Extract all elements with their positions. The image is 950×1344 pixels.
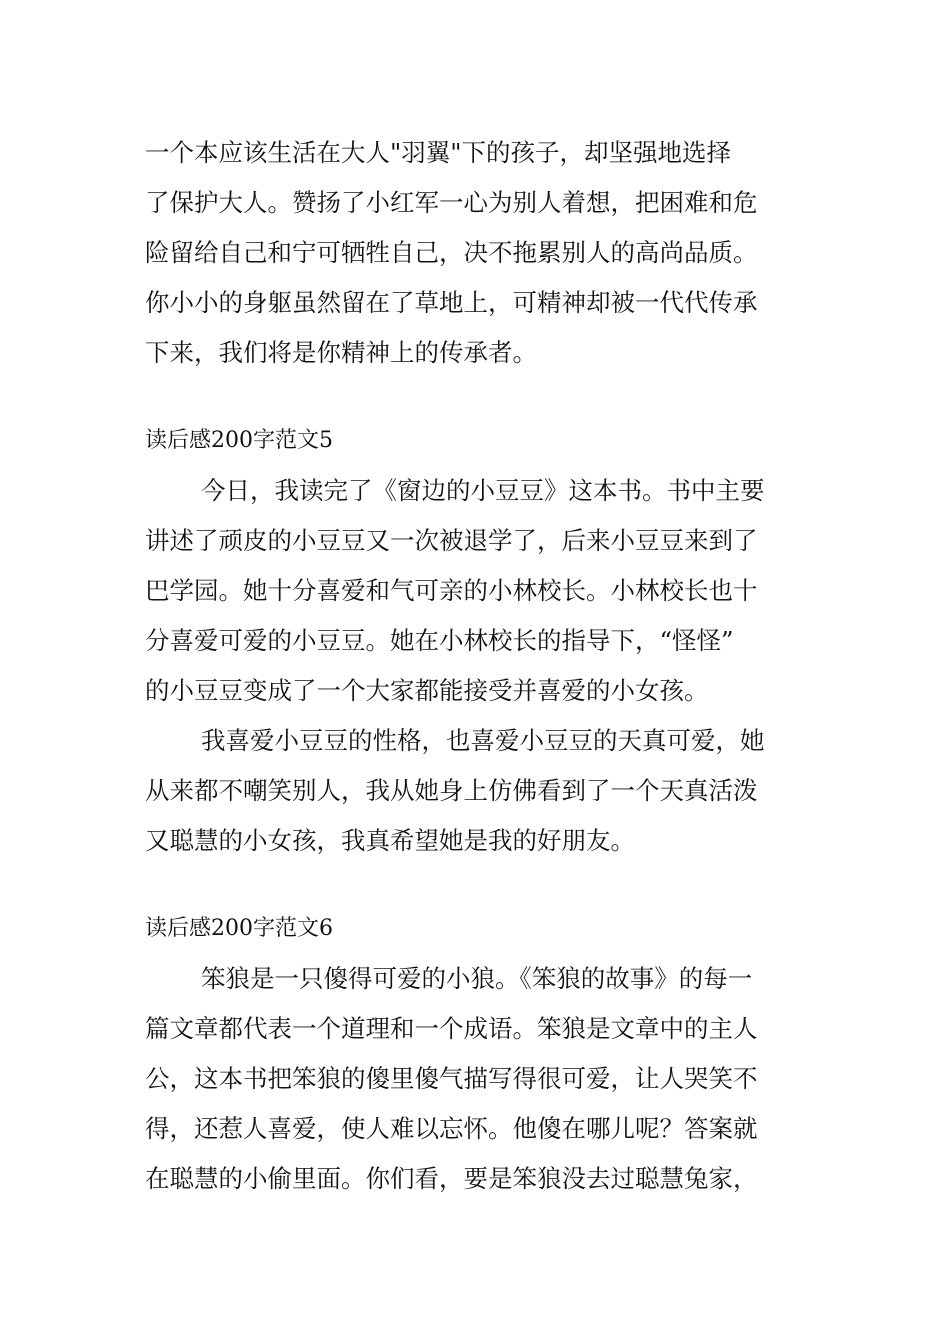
text-line: 一个本应该生活在大人"羽翼"下的孩子，却坚强地选择 [145, 138, 732, 167]
section-heading-6: 读后感200字范文6 [145, 916, 333, 941]
section6-paragraph-1 [145, 954, 805, 1204]
section-gap [145, 378, 805, 416]
text-line: 巴学园。她十分喜爱和气可亲的小林校长。小林校长也十 [145, 576, 758, 605]
section-gap [145, 866, 805, 904]
text-line: 险留给自己和宁可牺牲自己，决不拖累别人的高尚品质。 [145, 238, 758, 267]
text-line: 从来都不嘲笑别人，我从她身上仿佛看到了一个天真活泼 [145, 776, 758, 805]
text-line: 下来，我们将是你精神上的传承者。 [145, 338, 537, 367]
text-line: 讲述了顽皮的小豆豆又一次被退学了，后来小豆豆来到了 [145, 526, 758, 555]
text-line: 了保护大人。赞扬了小红军一心为别人着想，把困难和危 [145, 188, 758, 217]
text-line: 我喜爱小豆豆的性格，也喜爱小豆豆的天真可爱，她 [201, 726, 765, 755]
text-line: 笨狼是一只傻得可爱的小狼。《笨狼的故事》的每一 [201, 964, 753, 993]
text-line: 又聪慧的小女孩，我真希望她是我的好朋友。 [145, 826, 635, 855]
text-line: 公，这本书把笨狼的傻里傻气描写得很可爱，让人哭笑不 [145, 1064, 758, 1093]
paragraph-continued [145, 128, 805, 378]
text-line: 今日，我读完了《窗边的小豆豆》这本书。书中主要 [201, 476, 765, 505]
text-line: 得，还惹人喜爱，使人难以忘怀。他傻在哪儿呢？答案就 [145, 1114, 758, 1143]
text-line: 篇文章都代表一个道理和一个成语。笨狼是文章中的主人 [145, 1014, 758, 1043]
text-line: 你小小的身躯虽然留在了草地上，可精神却被一代代传承 [145, 288, 758, 317]
text-line: 的小豆豆变成了一个大家都能接受并喜爱的小女孩。 [145, 676, 709, 705]
section5-paragraph-2 [145, 716, 805, 866]
section-heading-5: 读后感200字范文5 [145, 428, 333, 453]
text-line: 分喜爱可爱的小豆豆。她在小林校长的指导下，“怪怪” [145, 626, 734, 655]
document-body [145, 128, 805, 1204]
section5-paragraph-1 [145, 466, 805, 716]
text-line: 在聪慧的小偷里面。你们看，要是笨狼没去过聪慧兔家， [145, 1164, 758, 1193]
